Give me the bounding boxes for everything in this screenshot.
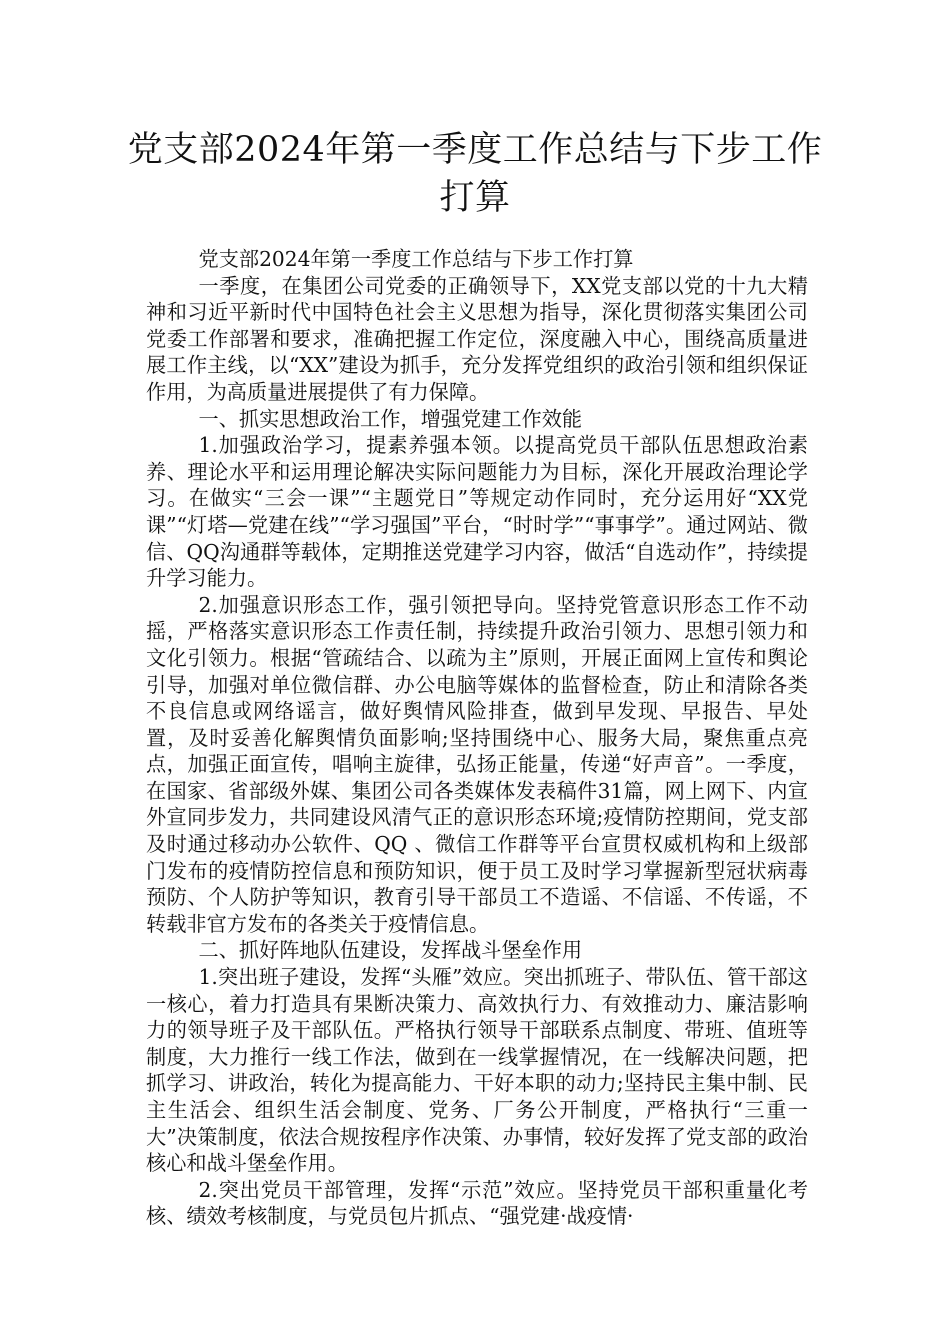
section-heading-2: 二、抓好阵地队伍建设，发挥战斗堡垒作用 (198, 938, 583, 963)
document-title: 党支部2024年第一季度工作总结与下步工作打算 (127, 130, 823, 218)
document-body (146, 246, 808, 1230)
paragraph-intro: 一季度，在集团公司党委的正确领导下，XX党支部以党的十九大精神和习近平新时代中国特色社会主义思想为指导，深化贯彻落实集团公司党委工作部署和要求，准确把握工作定位，深度融入中心，围绕高质量进展工作主线，以“XX”建设为抓手，充分发挥党组织的政治引领和组织保证作用，为高质量进展提供了有力保障。 (146, 273, 808, 404)
paragraph-1-1: 1.加强政治学习，提素养强本领。以提高党员干部队伍思想政治素养、理论水平和运用理论解决实际问题能力为目标，深化开展政治理论学习。在做实“三会一课”“主题党日”等规定动作同时，充分运用好“XX党课”“灯塔—党建在线”“学习强国”平台，“时时学”“事事学”。通过网站、微信、QQ沟通群等载体，定期推送党建学习内容，做活“自选动作”，持续提升学习能力。 (146, 433, 808, 591)
paragraph-2-1: 1.突出班子建设，发挥“头雁”效应。突出抓班子、带队伍、管干部这一核心，着力打造具有果断决策力、高效执行力、有效推动力、廉洁影响力的领导班子及干部队伍。严格执行领导干部联系点制度、带班、值班等制度，大力推行一线工作法，做到在一线掌握情况，在一线解决问题，把抓学习、讲政治，转化为提高能力、干好本职的动力;坚持民主集中制、民主生活会、组织生活会制度、党务、厂务公开制度，严格执行“三重一大”决策制度，依法合规按程序作决策、办事情，较好发挥了党支部的政治核心和战斗堡垒作用。 (146, 965, 808, 1176)
paragraph-2-2: 2.突出党员干部管理，发挥“示范”效应。坚持党员干部积重量化考核、绩效考核制度，与党员包片抓点、“强党建·战疫情· (146, 1177, 808, 1229)
section-heading-1: 一、抓实思想政治工作，增强党建工作效能 (198, 406, 583, 431)
paragraph-1-2: 2.加强意识形态工作，强引领把导向。坚持党管意识形态工作不动摇，严格落实意识形态工作责任制，持续提升政治引领力、思想引领力和文化引领力。根据“管疏结合、以疏为主”原则，开展正面网上宣传和舆论引导，加强对单位微信群、办公电脑等媒体的监督检查，防止和清除各类不良信息或网络谣言，做好舆情风险排查，做到早发现、早报告、早处置，及时妥善化解舆情负面影响;坚持围绕中心、服务大局，聚焦重点亮点，加强正面宣传，唱响主旋律，弘扬正能量，传递“好声音”。一季度，在国家、省部级外媒、集团公司各类媒体发表稿件31篇，网上网下、内宣外宣同步发力，共同建设风清气正的意识形态环境;疫情防控期间，党支部及时通过移动办公软件、QQ 、微信工作群等平台宣贯权威机构和上级部门发布的疫情防控信息和预防知识，便于员工及时学习掌握新型冠状病毒预防、个人防护等知识，教育引导干部员工不造谣、不信谣、不传谣，不转载非官方发布的各类关于疫情信息。 (146, 592, 808, 936)
paragraph-subtitle: 党支部2024年第一季度工作总结与下步工作打算 (198, 247, 634, 271)
